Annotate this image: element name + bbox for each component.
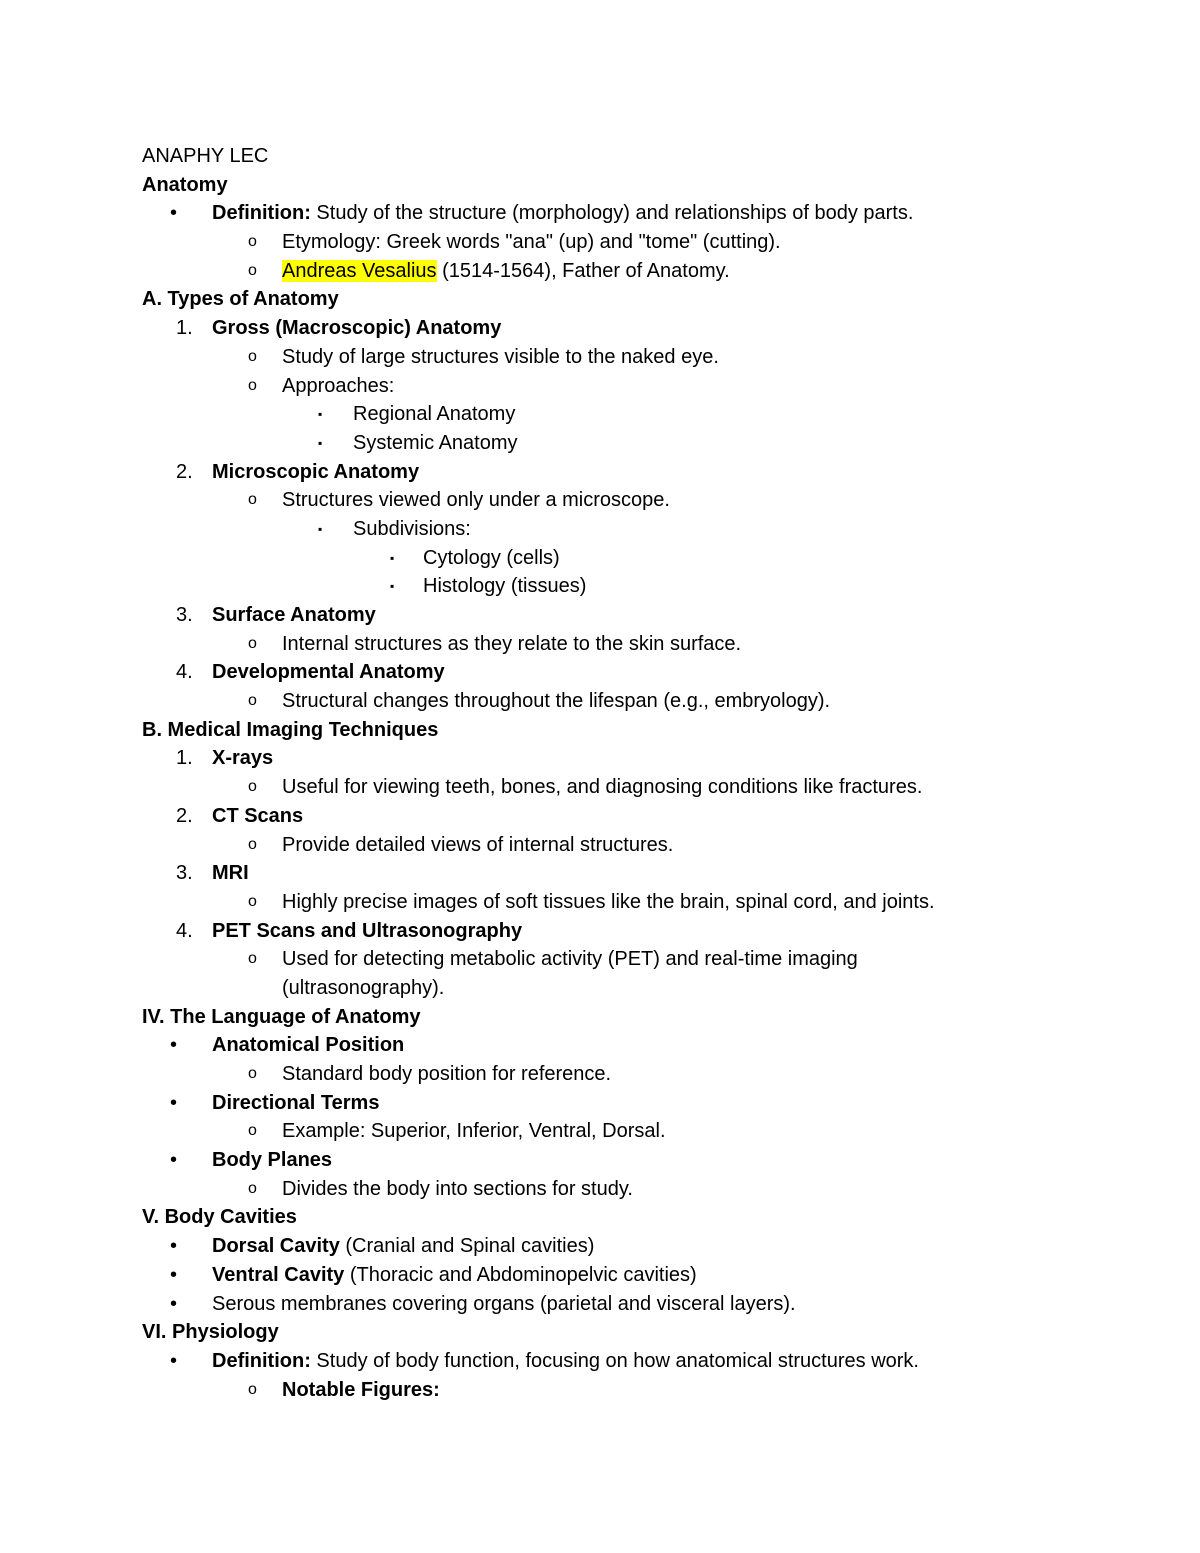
item-text: Standard body position for reference.	[282, 1063, 612, 1086]
item-text: Divides the body into sections for study.	[282, 1177, 633, 1200]
bullet-circle: o	[248, 1380, 257, 1398]
section-heading-types	[142, 285, 1042, 314]
bullet-square: ▪	[318, 407, 323, 422]
bullet-disc: •	[170, 1235, 178, 1258]
list-item	[142, 257, 1042, 286]
list-item	[142, 486, 1042, 515]
item-text: Systemic Anatomy	[353, 431, 518, 454]
item-label: Developmental Anatomy	[212, 661, 445, 684]
bullet-circle: o	[248, 835, 257, 853]
list-item	[142, 1232, 1042, 1261]
bullet-square: ▪	[318, 435, 323, 450]
item-text: Etymology: Greek words "ana" (up) and "tome" (cutting).	[282, 231, 781, 254]
bullet-circle: o	[248, 634, 257, 652]
bullet-circle: o	[248, 376, 257, 394]
item-label: Gross (Macroscopic) Anatomy	[212, 317, 502, 340]
item-label: CT Scans	[212, 804, 304, 827]
list-number: 4.	[176, 661, 193, 684]
list-item	[142, 601, 1042, 630]
item-label: Dorsal Cavity	[212, 1235, 340, 1258]
list-item	[142, 917, 1042, 946]
list-item	[142, 687, 1042, 716]
section-heading-physiology	[142, 1318, 1042, 1347]
item-text: Serous membranes covering organs (parietal and visceral layers).	[212, 1292, 796, 1315]
list-number: 4.	[176, 919, 193, 942]
item-text: (Thoracic and Abdominopelvic cavities)	[344, 1263, 697, 1286]
list-item	[142, 1376, 1042, 1405]
list-item	[142, 888, 1042, 917]
list-item	[142, 228, 1042, 257]
list-item	[142, 1060, 1042, 1089]
item-text: Provide detailed views of internal structures.	[282, 833, 674, 856]
document-body	[142, 142, 1042, 1404]
item-text: Approaches:	[282, 374, 395, 397]
list-item	[142, 1089, 1042, 1118]
bullet-square: ▪	[318, 521, 323, 536]
item-text: Internal structures as they relate to the skin surface.	[282, 632, 742, 655]
list-number: 2.	[176, 804, 193, 827]
list-item	[142, 199, 1042, 228]
bullet-circle: o	[248, 778, 257, 796]
definition-text: Study of body function, focusing on how anatomical structures work.	[310, 1349, 919, 1372]
item-text: Histology (tissues)	[423, 575, 587, 598]
bullet-disc: •	[170, 202, 178, 225]
bullet-circle: o	[248, 347, 257, 365]
item-label: Microscopic Anatomy	[212, 460, 420, 483]
list-item	[142, 343, 1042, 372]
definition-text: Study of the structure (morphology) and relationships of body parts.	[310, 202, 914, 225]
bullet-circle: o	[248, 892, 257, 910]
item-label: Body Planes	[212, 1149, 333, 1172]
item-label: PET Scans and Ultrasonography	[212, 919, 523, 942]
definition-label: Definition:	[212, 1349, 311, 1372]
list-number: 1.	[176, 317, 193, 340]
item-text: Cytology (cells)	[423, 546, 560, 569]
item-label: Directional Terms	[212, 1091, 380, 1114]
list-item	[142, 400, 1042, 429]
bullet-circle: o	[248, 1065, 257, 1083]
item-text: Useful for viewing teeth, bones, and diagnosing conditions like fractures.	[282, 776, 923, 799]
bullet-square: ▪	[390, 550, 395, 565]
list-item	[142, 1347, 1042, 1376]
item-label: MRI	[212, 862, 249, 885]
document-title	[142, 142, 1042, 171]
list-item	[142, 314, 1042, 343]
item-text: Used for detecting metabolic activity (PET) and real-time imaging (ultrasonography).	[282, 948, 858, 999]
section-heading-language	[142, 1003, 1042, 1032]
bullet-disc: •	[170, 1091, 178, 1114]
highlighted-name: Andreas Vesalius	[282, 259, 437, 282]
item-text: Regional Anatomy	[353, 403, 516, 426]
item-label: Notable Figures:	[282, 1378, 440, 1401]
list-item	[142, 1261, 1042, 1290]
list-item	[142, 1117, 1042, 1146]
list-item	[142, 1175, 1042, 1204]
list-item	[142, 1146, 1042, 1175]
bullet-circle: o	[248, 1179, 257, 1197]
list-item	[142, 945, 902, 1002]
list-item	[142, 859, 1042, 888]
list-item	[142, 429, 1042, 458]
item-text: Structures viewed only under a microscope.	[282, 489, 670, 512]
list-number: 2.	[176, 460, 193, 483]
bullet-circle: o	[248, 261, 257, 279]
item-text: Study of large structures visible to the naked eye.	[282, 345, 719, 368]
bullet-circle: o	[248, 491, 257, 509]
item-label: Surface Anatomy	[212, 604, 376, 626]
bullet-disc: •	[170, 1349, 178, 1372]
bullet-disc: •	[170, 1149, 178, 1172]
list-number: 3.	[176, 862, 193, 885]
list-item	[142, 831, 1042, 860]
list-item	[142, 744, 1042, 773]
list-number: 1.	[176, 747, 193, 770]
item-text: Highly precise images of soft tissues like the brain, spinal cord, and joints.	[282, 890, 935, 913]
bullet-square: ▪	[390, 579, 395, 594]
section-heading-cavities	[142, 1203, 1042, 1232]
list-item	[142, 630, 1042, 659]
list-number: 3.	[176, 604, 193, 626]
section-heading-anatomy	[142, 171, 1042, 200]
item-label: Anatomical Position	[212, 1034, 405, 1057]
heading-text: V. Body Cavities	[142, 1206, 297, 1229]
list-item	[142, 372, 1042, 401]
item-text: Structural changes throughout the lifespan (e.g., embryology).	[282, 690, 831, 713]
list-item	[142, 802, 1042, 831]
heading-text: A. Types of Anatomy	[142, 288, 339, 311]
bullet-circle: o	[248, 1122, 257, 1140]
section-heading-imaging	[142, 716, 1042, 745]
bullet-disc: •	[170, 1263, 178, 1286]
list-item	[142, 1290, 1042, 1319]
list-item	[142, 458, 1042, 487]
list-item	[142, 773, 1042, 802]
bullet-disc: •	[170, 1292, 178, 1315]
bullet-circle: o	[248, 233, 257, 251]
list-item	[142, 515, 1042, 544]
heading-text: B. Medical Imaging Techniques	[142, 718, 439, 741]
heading-text: Anatomy	[142, 173, 228, 196]
item-text: (1514-1564), Father of Anatomy.	[436, 259, 730, 282]
bullet-circle: o	[248, 950, 257, 968]
title-text: ANAPHY LEC	[142, 145, 269, 167]
list-item	[142, 544, 1042, 573]
bullet-circle: o	[248, 692, 257, 710]
list-item	[142, 1031, 1042, 1060]
item-text: (Cranial and Spinal cavities)	[339, 1235, 595, 1258]
item-label: Ventral Cavity	[212, 1263, 345, 1286]
bullet-disc: •	[170, 1034, 178, 1057]
list-item	[142, 658, 1042, 687]
heading-text: VI. Physiology	[142, 1321, 279, 1344]
list-item	[142, 572, 1042, 601]
definition-label: Definition:	[212, 202, 311, 225]
heading-text: IV. The Language of Anatomy	[142, 1005, 421, 1028]
item-label: X-rays	[212, 747, 274, 770]
item-text: Subdivisions:	[353, 517, 471, 540]
item-text: Example: Superior, Inferior, Ventral, Dorsal.	[282, 1120, 666, 1143]
